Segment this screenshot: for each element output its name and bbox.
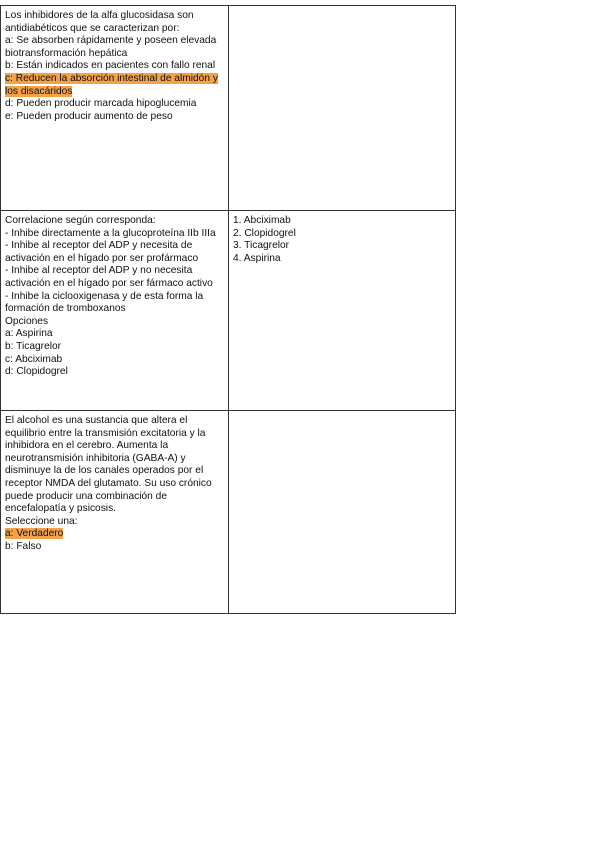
question-line: - Inhibe al receptor del ADP y necesita de activación en el hígado por ser profármaco [5,240,199,264]
match-answer-item: 3. Ticagrelor [233,240,290,252]
match-answer-list [233,215,451,265]
question-line: d: Clopidogrel [5,366,68,378]
answer-cell [229,411,456,614]
question-line: b: Ticagrelor [5,340,62,352]
question-cell [1,6,229,211]
table-row [1,211,456,411]
question-line: Correlacione según corresponda: [5,215,156,226]
question-cell [1,211,229,411]
match-answer-item: 4. Aspirina [233,252,281,264]
question-line: El alcohol es una sustancia que altera el equilibrio entre la transmisión excitatoria y la inhibidora en el cerebro. Aumenta la neurotransmisión inhibitoria (GABA-A) y disminuye la de los canales operados por el receptor NMDA del glutamato. Su uso crónico puede producir una combinación de encefalopatía y psicosis. [5,415,212,515]
match-answer-item: 1. Abciximab [233,215,291,226]
table-row [1,6,456,211]
question-line: - Inhibe directamente a la glucoproteína IIb IIIa [5,227,216,239]
highlighted-answer-line: a: Verdadero [5,528,64,540]
highlighted-answer-line: c: Reducen la absorción intestinal de almidón y los disacáridos [5,72,218,97]
question-line: a: Se absorben rápidamente y poseen elevada biotransformación hepática [5,35,217,59]
question-line: - Inhibe al receptor del ADP y no necesita activación en el hígado por ser fármaco activo [5,265,213,289]
question-cell [1,411,229,614]
question-line: - Inhibe la ciclooxigenasa y de esta forma la formación de tromboxanos [5,290,204,315]
question-line: d: Pueden producir marcada hipoglucemia [5,98,197,110]
answer-cell [229,211,456,411]
question-line: Seleccione una: [5,515,78,527]
question-line: Los inhibidores de la alfa glucosidasa son antidiabéticos que se caracterizan por: [5,10,194,34]
question-line: e: Pueden producir aumento de peso [5,110,173,122]
question-line: Opciones [5,315,49,327]
question-line: b: Falso [5,540,42,552]
quiz-table [0,5,456,614]
question-line: a: Aspirina [5,328,53,340]
table-row [1,411,456,614]
answer-cell [229,6,456,211]
question-line: c: Abciximab [5,353,63,365]
match-answer-item: 2. Clopidogrel [233,227,296,239]
question-line: b: Están indicados en pacientes con fallo renal [5,60,216,72]
